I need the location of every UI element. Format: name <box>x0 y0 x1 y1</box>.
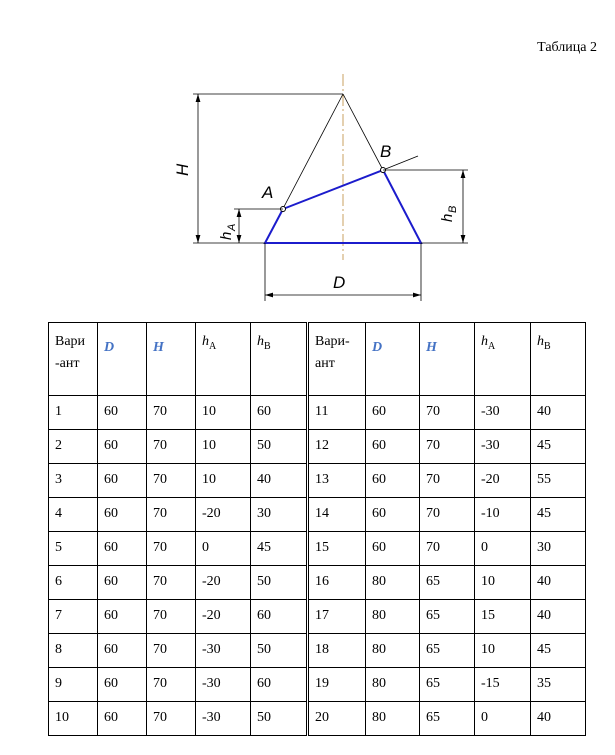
cell-variant-right: 20 <box>308 702 366 736</box>
header-h-right: H <box>420 323 475 396</box>
cell-variant-left: 2 <box>49 430 98 464</box>
cell-ha-left: 10 <box>196 430 251 464</box>
header-hb-left: $h_B$ <box>251 323 308 396</box>
table-row <box>49 634 586 668</box>
cell-ha-right: -30 <box>475 430 531 464</box>
cell-h-left: 70 <box>147 430 196 464</box>
svg-text:B: B <box>447 205 459 213</box>
cell-h-right: 70 <box>420 532 475 566</box>
cell-d-right: 60 <box>366 532 420 566</box>
table-row <box>49 600 586 634</box>
cell-ha-right: -20 <box>475 464 531 498</box>
header-variant-left: Вари -ант <box>49 323 98 396</box>
cell-variant-right: 15 <box>308 532 366 566</box>
cell-h-right: 70 <box>420 430 475 464</box>
cell-variant-right: 13 <box>308 464 366 498</box>
cell-ha-right: 10 <box>475 566 531 600</box>
table-row <box>49 498 586 532</box>
cell-d-left: 60 <box>98 396 147 430</box>
table-header-row <box>49 323 586 396</box>
cell-variant-left: 4 <box>49 498 98 532</box>
cell-variant-left: 7 <box>49 600 98 634</box>
cell-ha-left: 0 <box>196 532 251 566</box>
cell-d-left: 60 <box>98 532 147 566</box>
cell-h-right: 65 <box>420 566 475 600</box>
cell-hb-right: 35 <box>531 668 586 702</box>
cell-ha-left: -30 <box>196 668 251 702</box>
cell-d-right: 60 <box>366 498 420 532</box>
cell-ha-right: 10 <box>475 634 531 668</box>
cell-variant-left: 9 <box>49 668 98 702</box>
cell-hb-left: 50 <box>251 430 308 464</box>
cell-variant-right: 17 <box>308 600 366 634</box>
table-row <box>49 532 586 566</box>
cell-h-left: 70 <box>147 634 196 668</box>
cell-hb-left: 60 <box>251 600 308 634</box>
cell-h-right: 65 <box>420 668 475 702</box>
section-line <box>283 170 383 209</box>
cell-hb-left: 50 <box>251 702 308 736</box>
header-d-left: D <box>98 323 147 396</box>
cell-ha-left: -30 <box>196 702 251 736</box>
svg-text:h: h <box>439 213 456 222</box>
header-ha-right: $h_A$ <box>475 323 531 396</box>
header-ha-left: $h_A$ <box>196 323 251 396</box>
table-row <box>49 668 586 702</box>
cell-ha-left: 10 <box>196 464 251 498</box>
header-d-right: D <box>366 323 420 396</box>
cell-variant-right: 14 <box>308 498 366 532</box>
cell-hb-left: 60 <box>251 396 308 430</box>
cell-variant-left: 5 <box>49 532 98 566</box>
cell-h-left: 70 <box>147 702 196 736</box>
label-h: H <box>173 163 192 176</box>
cell-d-right: 60 <box>366 396 420 430</box>
cell-variant-left: 3 <box>49 464 98 498</box>
label-ha <box>218 224 238 240</box>
cell-h-left: 70 <box>147 532 196 566</box>
cell-d-left: 60 <box>98 430 147 464</box>
table-caption: Таблица 2 <box>537 40 597 55</box>
cell-hb-right: 45 <box>531 430 586 464</box>
cell-d-left: 60 <box>98 702 147 736</box>
cell-d-left: 60 <box>98 566 147 600</box>
label-hb <box>439 206 459 222</box>
cell-h-right: 65 <box>420 600 475 634</box>
cell-hb-right: 40 <box>531 600 586 634</box>
cell-hb-left: 50 <box>251 634 308 668</box>
table-body <box>49 396 586 736</box>
svg-text:A: A <box>226 223 238 231</box>
cell-hb-left: 45 <box>251 532 308 566</box>
cell-h-left: 70 <box>147 668 196 702</box>
table-row <box>49 566 586 600</box>
cell-hb-left: 50 <box>251 566 308 600</box>
variants-table <box>48 322 586 736</box>
cell-ha-left: -30 <box>196 634 251 668</box>
label-d: D <box>333 273 346 292</box>
cell-d-right: 60 <box>366 464 420 498</box>
label-b: B <box>380 142 392 161</box>
cell-h-left: 70 <box>147 396 196 430</box>
cell-ha-right: -15 <box>475 668 531 702</box>
cell-h-right: 70 <box>420 396 475 430</box>
cell-ha-right: 15 <box>475 600 531 634</box>
cell-d-right: 80 <box>366 668 420 702</box>
cell-d-left: 60 <box>98 464 147 498</box>
table-row <box>49 702 586 736</box>
cell-h-right: 65 <box>420 634 475 668</box>
cell-hb-right: 45 <box>531 498 586 532</box>
cone-drawing <box>0 0 615 320</box>
cell-d-right: 80 <box>366 634 420 668</box>
label-a: A <box>262 183 274 202</box>
cell-variant-right: 16 <box>308 566 366 600</box>
cell-h-right: 70 <box>420 498 475 532</box>
cell-hb-right: 40 <box>531 396 586 430</box>
cell-hb-left: 30 <box>251 498 308 532</box>
cell-d-left: 60 <box>98 498 147 532</box>
cell-ha-left: -20 <box>196 600 251 634</box>
header-hb-right: $h_B$ <box>531 323 586 396</box>
cell-hb-right: 40 <box>531 702 586 736</box>
cell-hb-right: 30 <box>531 532 586 566</box>
cell-variant-right: 12 <box>308 430 366 464</box>
cell-d-left: 60 <box>98 668 147 702</box>
cell-h-right: 65 <box>420 702 475 736</box>
cell-variant-right: 11 <box>308 396 366 430</box>
cell-ha-left: -20 <box>196 498 251 532</box>
table-row <box>49 396 586 430</box>
cell-ha-right: 0 <box>475 702 531 736</box>
cell-ha-right: -10 <box>475 498 531 532</box>
cell-variant-right: 18 <box>308 634 366 668</box>
cell-variant-right: 19 <box>308 668 366 702</box>
cell-hb-right: 55 <box>531 464 586 498</box>
cell-variant-left: 10 <box>49 702 98 736</box>
cell-d-right: 60 <box>366 430 420 464</box>
cone-right-generator <box>343 94 383 170</box>
cell-d-left: 60 <box>98 634 147 668</box>
cell-ha-right: 0 <box>475 532 531 566</box>
cell-ha-right: -30 <box>475 396 531 430</box>
cell-ha-left: 10 <box>196 396 251 430</box>
header-h-left: H <box>147 323 196 396</box>
cell-h-left: 70 <box>147 566 196 600</box>
cell-hb-right: 40 <box>531 566 586 600</box>
cell-variant-left: 8 <box>49 634 98 668</box>
cell-variant-left: 1 <box>49 396 98 430</box>
table-row <box>49 464 586 498</box>
cell-h-left: 70 <box>147 464 196 498</box>
cell-d-right: 80 <box>366 566 420 600</box>
svg-text:h: h <box>218 231 235 240</box>
cell-d-left: 60 <box>98 600 147 634</box>
cell-hb-left: 40 <box>251 464 308 498</box>
cell-hb-right: 45 <box>531 634 586 668</box>
header-variant-right: Вари- ант <box>308 323 366 396</box>
cell-ha-left: -20 <box>196 566 251 600</box>
cell-h-left: 70 <box>147 600 196 634</box>
cell-d-right: 80 <box>366 600 420 634</box>
cell-variant-left: 6 <box>49 566 98 600</box>
cell-d-right: 80 <box>366 702 420 736</box>
cell-h-left: 70 <box>147 498 196 532</box>
cell-hb-left: 60 <box>251 668 308 702</box>
cell-h-right: 70 <box>420 464 475 498</box>
table-row <box>49 430 586 464</box>
